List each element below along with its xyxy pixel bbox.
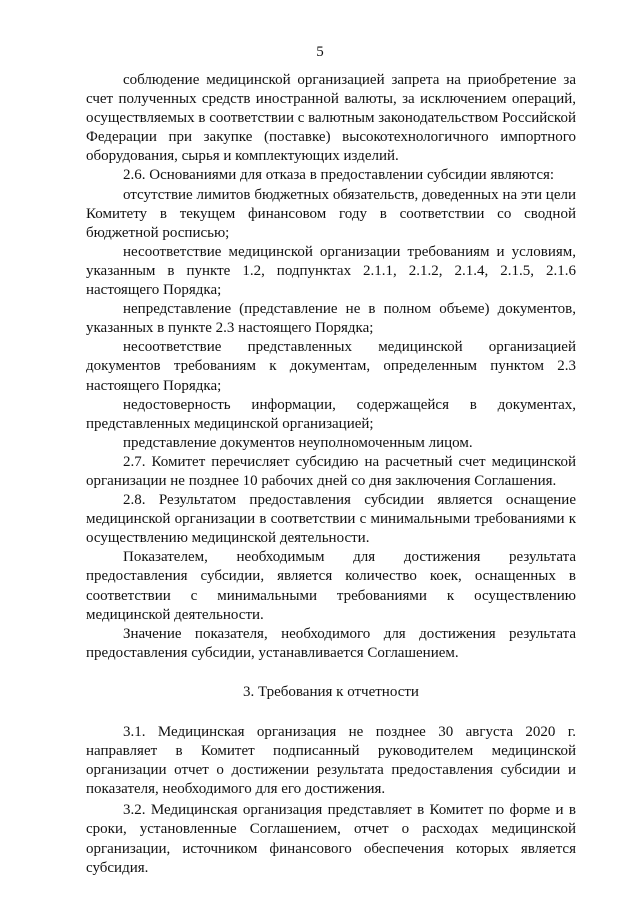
paragraph-2-8-result: 2.8. Результатом предоставления субсидии является оснащение медицинской организации в соответствии с минимальными требованиями к осуществлению медицинской деятельности. — [86, 492, 576, 547]
paragraph-2-7-transfer: 2.7. Комитет перечисляет субсидию на расчетный счет медицинской организации не позднее 10 рабочих дней со дня заключения Соглашения. — [86, 453, 576, 489]
paragraph-no-budget-limits: отсутствие лимитов бюджетных обязательств, доведенных на эти цели Комитету в текущем финансовом году в соответствии со сводной бюджетной росписью; — [86, 186, 576, 241]
paragraph-2-6-refusal-grounds: 2.6. Основаниями для отказа в предоставлении субсидии являются: — [123, 167, 555, 184]
page-number: 5 — [316, 44, 324, 60]
document-body — [86, 71, 576, 878]
paragraph-3-2-expenses-report: 3.2. Медицинская организация представляет в Комитет по форме и в сроки, установленные Соглашением, отчет о расходах медицинской организации, источником финансового обеспечения которых является субсидия. — [86, 802, 576, 876]
paragraph-nonsubmission-documents: непредставление (представление не в полном объеме) документов, указанных в пункте 2.3 настоящего Порядка; — [86, 301, 576, 337]
paragraph-nonconformity-documents: несоответствие представленных медицинской организацией документов требованиям к документам, определенным пунктом 2.3 настоящего Порядка; — [86, 339, 576, 394]
paragraph-prohibition-currency: соблюдение медицинской организацией запрета на приобретение за счет полученных средств иностранной валюты, за исключением операций, осуществляемых в соответствии с валютным законодательством Российской Федерации при закупке (поставке) высокотехнологичного импортного оборудования, сырья и комплектующих изделий. — [86, 72, 576, 165]
section-heading-reporting: 3. Требования к отчетности — [243, 683, 419, 700]
paragraph-nonconformity-requirements: несоответствие медицинской организации требованиям и условиям, указанным в пункте 1.2, подпунктах 2.1.1, 2.1.2, 2.1.4, 2.1.5, 2.1.6 настоящего Порядка; — [86, 243, 576, 299]
paragraph-3-1-report: 3.1. Медицинская организация не позднее 30 августа 2020 г. направляет в Комитет подписанный руководителем медицинской организации отчет о достижении результата предоставления субсидии и показателя, необходимого для его достижения. — [86, 724, 576, 798]
paragraph-indicator-value: Значение показателя, необходимого для достижения результата предоставления субсидии, устанавливается Соглашением. — [86, 625, 576, 661]
paragraph-indicator: Показателем, необходимым для достижения результата предоставления субсидии, является количество коек, оснащенных в соответствии с минимальными требованиями к осуществлению медицинской деятельности. — [86, 549, 576, 623]
paragraph-unauthorized-person: представление документов неуполномоченным лицом. — [123, 434, 473, 451]
paragraph-unreliable-information: недостоверность информации, содержащейся в документах, представленных медицинской организацией; — [86, 396, 576, 432]
